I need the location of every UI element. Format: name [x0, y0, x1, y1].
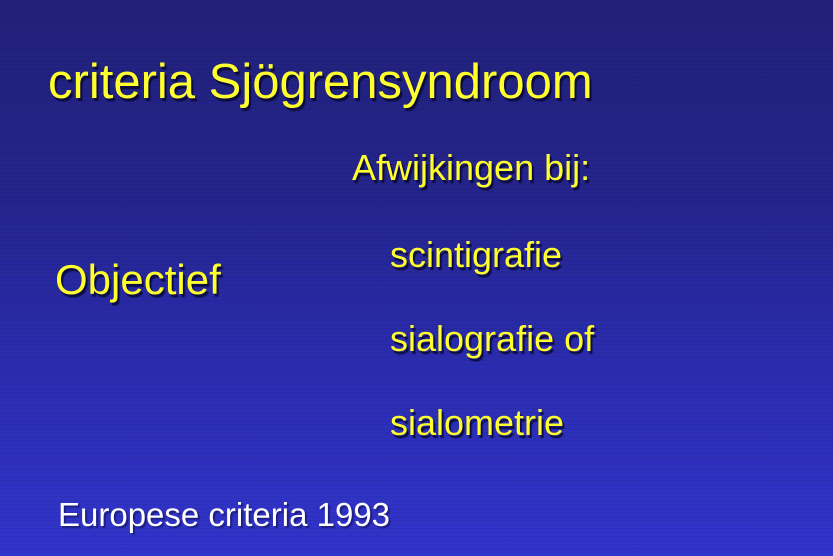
- objectief-label: Objectief: [55, 256, 221, 303]
- slide-title: criteria Sjögrensyndroom: [48, 55, 593, 109]
- slide-subtitle: Afwijkingen bij:: [352, 147, 591, 188]
- footer-source-label: Europese criteria 1993: [58, 496, 391, 533]
- list-item-sialografie: sialografie of: [390, 318, 595, 359]
- list-item-sialometrie: sialometrie: [390, 402, 565, 443]
- list-item-scintigrafie: scintigrafie: [390, 234, 563, 275]
